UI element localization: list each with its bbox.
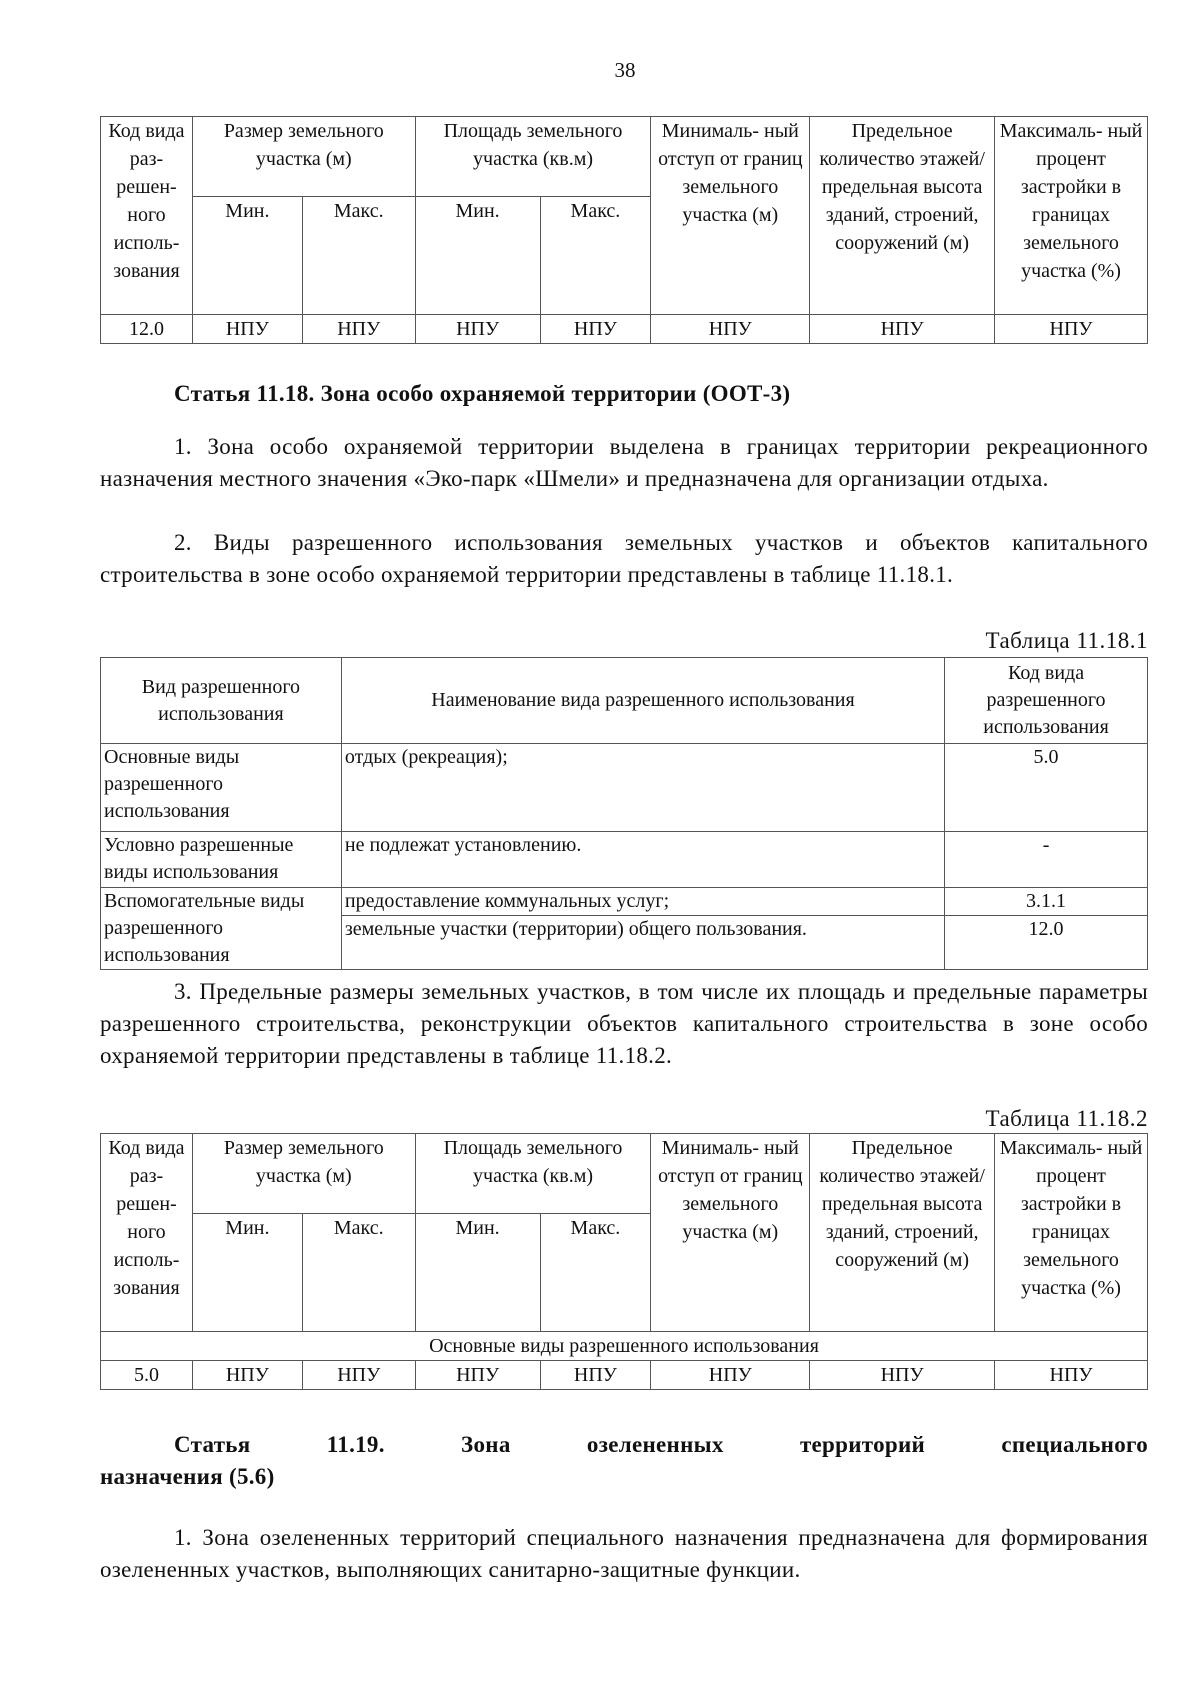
- article-11-19-heading: Статья 11.19. Зона озелененных территорий специального: [174, 1432, 1148, 1457]
- header-indent: Минималь- ный отступ от границ земельного участка (м): [651, 117, 810, 315]
- table-cell: НПУ: [651, 1361, 810, 1390]
- table-cell: НПУ: [302, 1361, 415, 1390]
- header-percent: Максималь- ный процент застройки в границах земельного участка (%): [995, 1134, 1148, 1332]
- table-cell: НПУ: [540, 1361, 651, 1390]
- uses-name: земельные участки (территории) общего пользования.: [341, 916, 944, 970]
- uses-type-conditional: Условно разрешенные виды использования: [101, 832, 342, 888]
- table-cell: НПУ: [810, 315, 995, 344]
- table-cell: НПУ: [302, 315, 415, 344]
- table-cell: 5.0: [101, 1361, 193, 1390]
- uses-code: 5.0: [945, 744, 1148, 832]
- header-area-min: Мин.: [415, 197, 540, 315]
- params-table-11-18-2: [100, 1133, 1148, 1390]
- uses-name: предоставление коммунальных услуг;: [341, 888, 944, 916]
- uses-code: -: [945, 832, 1148, 888]
- uses-header-type: Вид разрешенного использования: [101, 658, 342, 744]
- uses-code: 3.1.1: [945, 888, 1148, 916]
- table-cell: НПУ: [995, 315, 1148, 344]
- table-11-18-2-caption: Таблица 11.18.2: [985, 1106, 1148, 1131]
- table-cell: НПУ: [540, 315, 651, 344]
- header-floors: Предельное количество этажей/ предельная высота зданий, строений, сооружений (м): [810, 117, 995, 315]
- header-size: Размер земельного участка (м): [192, 117, 415, 197]
- header-area: Площадь земельного участка (кв.м): [415, 1134, 651, 1214]
- table-cell: 12.0: [101, 315, 193, 344]
- header-code: Код вида раз- решен- ного исполь- зования: [101, 117, 193, 315]
- header-area-max: Макс.: [540, 1214, 651, 1332]
- table-cell: НПУ: [415, 1361, 540, 1390]
- header-floors: Предельное количество этажей/ предельная высота зданий, строений, сооружений (м): [810, 1134, 995, 1332]
- article-11-18-paragraph-3: 3. Предельные размеры земельных участков, в том числе их площадь и предельные параметры разрешенного строительства, реконструкции объектов капитального строительства в зоне особо охраняемой территории представлены в таблице 11.18.2.: [100, 979, 1148, 1068]
- section-row-main-uses: Основные виды разрешенного использования: [101, 1332, 1148, 1361]
- header-area: Площадь земельного участка (кв.м): [415, 117, 651, 197]
- uses-type-main: Основные виды разрешенного использования: [101, 744, 342, 832]
- uses-name: отдых (рекреация);: [341, 744, 944, 832]
- header-code: Код вида раз- решен- ного исполь- зования: [101, 1134, 193, 1332]
- table-cell: НПУ: [810, 1361, 995, 1390]
- header-size-min: Мин.: [192, 197, 302, 315]
- header-indent: Минималь- ный отступ от границ земельного участка (м): [651, 1134, 810, 1332]
- table-11-18-1-caption: Таблица 11.18.1: [985, 628, 1148, 653]
- header-percent: Максималь- ный процент застройки в границах земельного участка (%): [995, 117, 1148, 315]
- uses-header-name: Наименование вида разрешенного использования: [341, 658, 944, 744]
- uses-header-code: Код вида разрешенного использования: [945, 658, 1148, 744]
- header-area-max: Макс.: [540, 197, 651, 315]
- page-number: 38: [614, 58, 636, 82]
- header-area-min: Мин.: [415, 1214, 540, 1332]
- article-11-18-paragraph-2: 2. Виды разрешенного использования земельных участков и объектов капитального строительства в зоне особо охраняемой территории представлены в таблице 11.18.1.: [100, 530, 1148, 587]
- header-size-max: Макс.: [302, 197, 415, 315]
- uses-table-11-18-1: [100, 657, 1148, 970]
- header-size-min: Мин.: [192, 1214, 302, 1332]
- table-cell: НПУ: [651, 315, 810, 344]
- uses-code: 12.0: [945, 916, 1148, 970]
- header-size: Размер земельного участка (м): [192, 1134, 415, 1214]
- uses-name: не подлежат установлению.: [341, 832, 944, 888]
- header-size-max: Макс.: [302, 1214, 415, 1332]
- uses-type-auxiliary: Вспомогательные виды разрешенного использования: [101, 888, 342, 970]
- article-11-18-paragraph-1: 1. Зона особо охраняемой территории выделена в границах территории рекреационного назначения местного значения «Эко-парк «Шмели» и предназначена для организации отдыха.: [100, 434, 1148, 491]
- params-table-top: [100, 116, 1148, 344]
- article-11-18-heading: Статья 11.18. Зона особо охраняемой территории (ООТ-3): [174, 381, 791, 406]
- table-cell: НПУ: [415, 315, 540, 344]
- article-11-19-paragraph-1: 1. Зона озелененных территорий специального назначения предназначена для формирования озелененных участков, выполняющих санитарно-защитные функции.: [100, 1525, 1148, 1582]
- table-cell: НПУ: [192, 1361, 302, 1390]
- table-cell: НПУ: [995, 1361, 1148, 1390]
- table-cell: НПУ: [192, 315, 302, 344]
- article-11-19-heading-cont: назначения (5.6): [100, 1464, 275, 1489]
